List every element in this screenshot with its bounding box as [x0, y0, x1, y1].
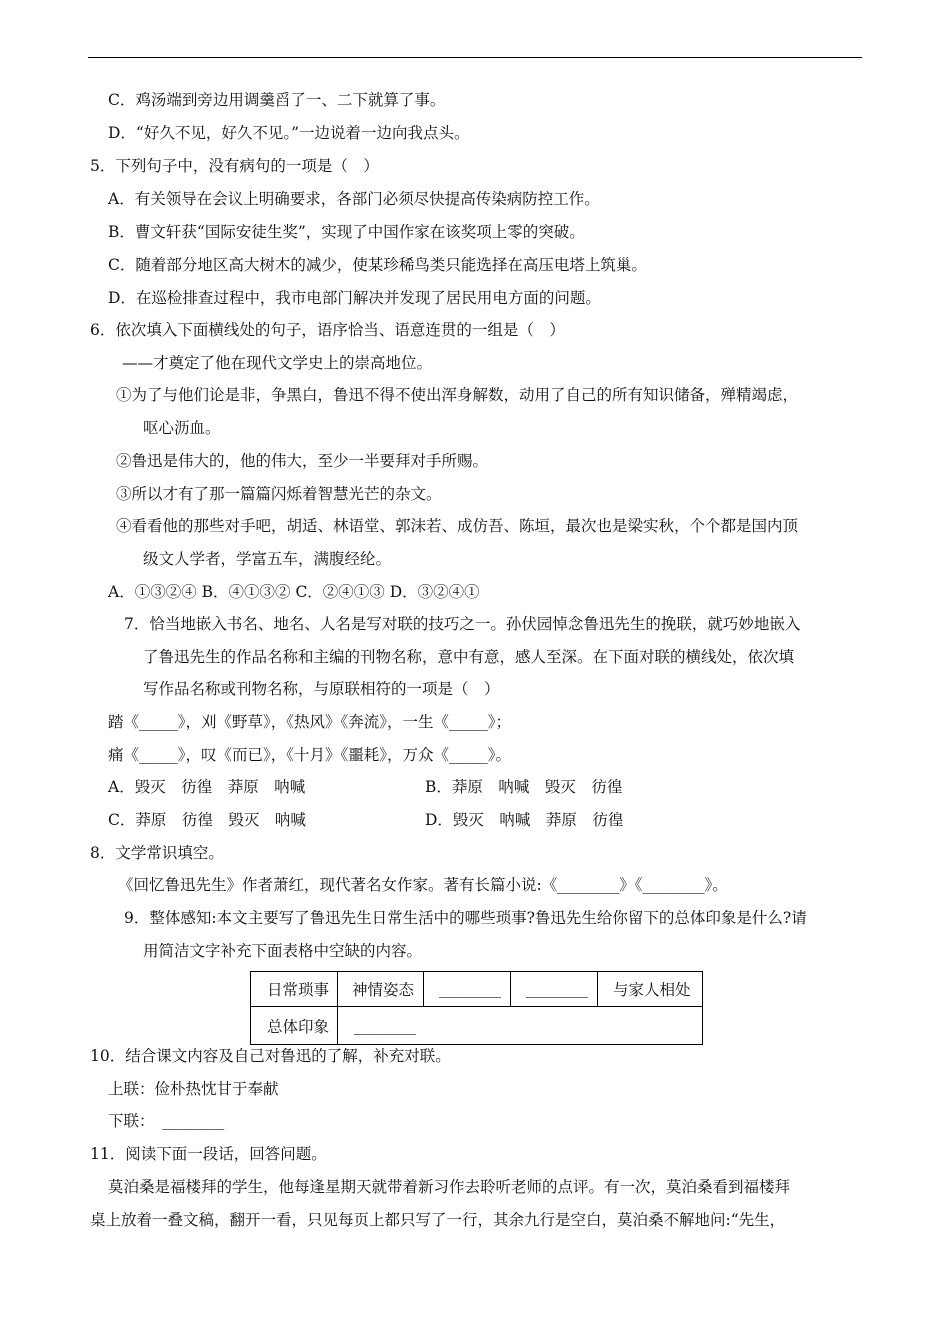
q8-content: 《回忆鲁迅先生》作者萧红，现代著名女作家。著有长篇小说:《________》《________》。	[118, 876, 728, 894]
summary-table	[250, 971, 703, 1045]
q11-paragraph-line-2: 桌上放着一叠文稿，翻开一看，只见每页上都只写了一行，其余九行是空白，莫泊桑不解地问:“先生，	[90, 1211, 786, 1229]
q7-option-b: B．莽原 呐喊 毁灭 彷徨	[425, 778, 623, 796]
table-blank-cell[interactable]: ________	[424, 972, 511, 1007]
q4-option-d: D．“好久不见，好久不见。”一边说着一边向我点头。	[108, 124, 470, 142]
q10-lower-couplet: 下联： ________	[108, 1112, 225, 1130]
q7-stem-cont-1: 了鲁迅先生的作品名称和主编的刊物名称，意中有意，感人至深。在下面对联的横线处，依次填	[143, 648, 795, 666]
q7-stem-cont-2: 写作品名称或刊物名称，与原联相符的一项是（ ）	[143, 680, 500, 698]
q10-upper-couplet: 上联：俭朴热忱甘于奉献	[108, 1080, 279, 1098]
table-cell-expression: 神情姿态	[338, 972, 424, 1007]
q5-option-d: D．在巡检排查过程中，我市电部门解决并发现了居民用电方面的问题。	[108, 289, 601, 307]
q5-option-a: A．有关领导在会议上明确要求，各部门必须尽快提高传染病防控工作。	[108, 190, 600, 208]
q9-stem: 9．整体感知:本文主要写了鲁迅先生日常生活中的哪些琐事?鲁迅先生给你留下的总体印象是什么?请	[124, 909, 807, 927]
q7-option-c: C．莽原 彷徨 毁灭 呐喊	[108, 811, 306, 829]
q11-paragraph-line-1: 莫泊桑是福楼拜的学生，他每逢星期天就带着新习作去聆听老师的点评。有一次，莫泊桑看到福楼拜	[108, 1178, 791, 1196]
table-row	[251, 972, 703, 1007]
q11-stem: 11．阅读下面一段话，回答问题。	[90, 1145, 327, 1163]
q5-option-b: B．曹文轩获“国际安徒生奖”，实现了中国作家在该奖项上零的突破。	[108, 223, 585, 241]
header-rule	[88, 57, 862, 58]
q6-lead: ——才奠定了他在现代文学史上的崇高地位。	[122, 354, 433, 372]
q6-sentence-1-cont: 呕心沥血。	[143, 419, 221, 437]
q6-sentence-4-cont: 级文人学者，学富五车，满腹经纶。	[143, 550, 392, 568]
table-header-daily-trivia: 日常琐事	[251, 972, 338, 1007]
table-blank-cell[interactable]: ________	[511, 972, 598, 1007]
q5-stem: 5．下列句子中，没有病句的一项是（ ）	[90, 157, 379, 175]
q9-stem-cont: 用简洁文字补充下面表格中空缺的内容。	[143, 942, 423, 960]
q7-option-a: A．毁灭 彷徨 莽原 呐喊	[108, 778, 306, 796]
q7-couplet-line-1: 踏《_____》，刈《野草》，《热风》《奔流》，一生《_____》；	[108, 713, 512, 731]
q10-stem: 10．结合课文内容及自己对鲁迅的了解，补充对联。	[90, 1047, 451, 1065]
q7-option-d: D．毁灭 呐喊 莽原 彷徨	[425, 811, 624, 829]
q6-sentence-3: ③所以才有了那一篇篇闪烁着智慧光芒的杂文。	[116, 485, 442, 503]
table-row	[251, 1007, 703, 1045]
q6-sentence-2: ②鲁迅是伟大的，他的伟大，至少一半要拜对手所赐。	[116, 452, 489, 470]
table-blank-cell[interactable]: ________	[338, 1007, 703, 1045]
table-cell-family: 与家人相处	[598, 972, 703, 1007]
q7-couplet-line-2: 痛《_____》，叹《而已》，《十月》《噩耗》，万众《_____》。	[108, 746, 512, 764]
q6-sentence-1: ①为了与他们论是非，争黑白，鲁迅不得不使出浑身解数，动用了自己的所有知识储备，殚精竭虑，	[116, 386, 799, 404]
q6-stem: 6．依次填入下面横线处的句子，语序恰当、语意连贯的一组是（ ）	[90, 321, 565, 339]
q7-stem: 7．恰当地嵌入书名、地名、人名是写对联的技巧之一。孙伏园悼念鲁迅先生的挽联，就巧妙地嵌入	[124, 615, 801, 633]
q5-option-c: C．随着部分地区高大树木的减少，使某珍稀鸟类只能选择在高压电塔上筑巢。	[108, 256, 647, 274]
q4-option-c: C．鸡汤端到旁边用调羹舀了一、二下就算了事。	[108, 91, 446, 109]
q6-options: A．①③②④ B．④①③② C．②④①③ D．③②④①	[108, 583, 480, 601]
q8-stem: 8．文学常识填空。	[90, 844, 224, 862]
table-header-overall-impression: 总体印象	[251, 1007, 338, 1045]
q6-sentence-4: ④看看他的那些对手吧，胡适、林语堂、郭沫若、成仿吾、陈垣，最次也是梁实秋，个个都是国内顶	[116, 517, 799, 535]
